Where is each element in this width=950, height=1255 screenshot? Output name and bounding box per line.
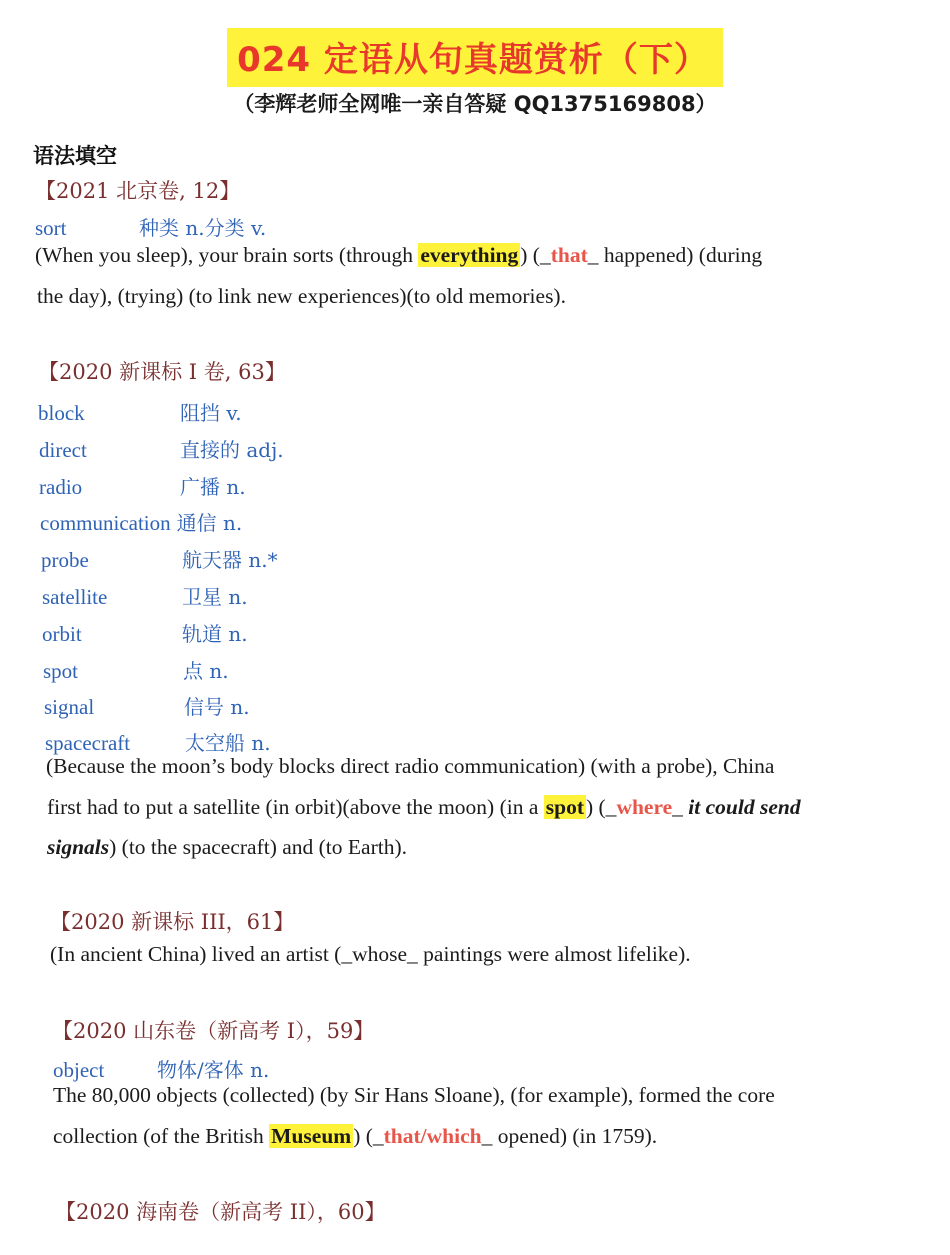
source-2020-shandong: 【2020 山东卷（新高考 I），59】: [52, 1019, 375, 1043]
vocab-meaning: 阻挡 v.: [180, 401, 242, 425]
sentence-text: ) (to the spacecraft) and (to Earth).: [109, 835, 408, 859]
vocab-meaning: 航天器 n.*: [182, 548, 278, 572]
highlighted-antecedent: everything: [420, 243, 519, 267]
highlighted-antecedent: Museum: [271, 1124, 352, 1148]
sentence-line: [35, 234, 762, 276]
vocab-item: [42, 618, 248, 647]
title-block: [0, 28, 950, 87]
vocab-meaning: 点 n.: [183, 659, 229, 683]
sentence-text: ) (_: [520, 243, 551, 267]
source-2020-xinkebiao-1: 【2020 新课标 I 卷, 63】: [38, 360, 286, 384]
sentence-text: _ happened) (during: [587, 243, 763, 267]
vocab-meaning: 广播 n.: [180, 475, 246, 499]
vocab-item: [38, 397, 242, 426]
vocab-meaning: 直接的 adj.: [180, 438, 284, 462]
sentence-line: The 80,000 objects (collected) (by Sir Hans Sloane), (for example), formed the core: [53, 1083, 775, 1107]
vocab-item: [42, 581, 248, 610]
source-2020-hainan: 【2020 海南卷（新高考 II），60】: [55, 1200, 386, 1224]
sentence-text: _ opened) (in 1759).: [481, 1124, 658, 1148]
vocab-word: spot: [43, 659, 79, 683]
sentence-text: collection (of the British: [53, 1124, 270, 1148]
vocab-word: object: [53, 1058, 105, 1082]
sentence-line: (In ancient China) lived an artist (_whose_ paintings were almost lifelike).: [50, 942, 691, 966]
vocab-meaning: 物体/客体 n.: [157, 1058, 270, 1082]
sentence-line: (Because the moon’s body blocks direct radio communication) (with a probe), China: [46, 754, 775, 778]
vocab-meaning: 种类 n.分类 v.: [139, 216, 267, 240]
vocab-meaning: 卫星 n.: [182, 585, 248, 609]
sentence-line: [47, 826, 407, 868]
source-2020-xinkebiao-3: 【2020 新课标 III，61】: [50, 910, 295, 934]
vocab-item: [43, 655, 229, 684]
answer-relative-word: where: [616, 795, 673, 819]
sentence-line: the day), (trying) (to link new experiences)(to old memories).: [37, 284, 566, 308]
vocab-meaning: 通信 n.: [176, 511, 243, 535]
vocab-word: direct: [39, 438, 87, 462]
section-heading: 语法填空: [33, 144, 117, 168]
answer-relative-word: that: [550, 243, 588, 267]
vocab-word: spacecraft: [45, 731, 131, 755]
vocab-meaning: 信号 n.: [184, 695, 250, 719]
vocab-word: radio: [39, 475, 83, 499]
vocab-word: sort: [35, 216, 67, 240]
vocab-meaning: 太空船 n.: [185, 731, 271, 755]
sentence-text: (When you sleep), your brain sorts (through: [35, 243, 419, 267]
vocab-word: communication: [40, 511, 171, 535]
vocab-meaning: 轨道 n.: [182, 622, 248, 646]
sentence-text: _: [672, 795, 689, 819]
source-2021-beijing: 【2021 北京卷, 12】: [35, 179, 241, 203]
vocab-item: [41, 544, 278, 573]
vocab-item: [39, 471, 246, 500]
emphasized-clause: it could send: [688, 795, 801, 819]
page-title: 024 定语从句真题赏析（下）: [227, 28, 723, 87]
vocab-item: [40, 507, 242, 536]
answer-relative-word: that/which: [383, 1124, 482, 1148]
vocab-word: satellite: [42, 585, 108, 609]
vocab-word: signal: [44, 695, 95, 719]
page-subtitle: （李辉老师全网唯一亲自答疑 QQ1375169808）: [233, 92, 717, 116]
emphasized-clause: signals: [47, 835, 110, 859]
sentence-text: ) (_: [353, 1124, 384, 1148]
vocab-word: block: [38, 401, 85, 425]
vocab-word: orbit: [42, 622, 82, 646]
sentence-line: [53, 1115, 657, 1157]
vocab-word: probe: [41, 548, 89, 572]
sentence-text: first had to put a satellite (in orbit)(above the moon) (in a: [47, 795, 544, 819]
sentence-line: [47, 786, 801, 828]
vocab-item: [39, 434, 284, 463]
vocab-item: [44, 691, 250, 720]
highlighted-antecedent: spot: [545, 795, 584, 819]
sentence-text: ) (_: [585, 795, 617, 819]
